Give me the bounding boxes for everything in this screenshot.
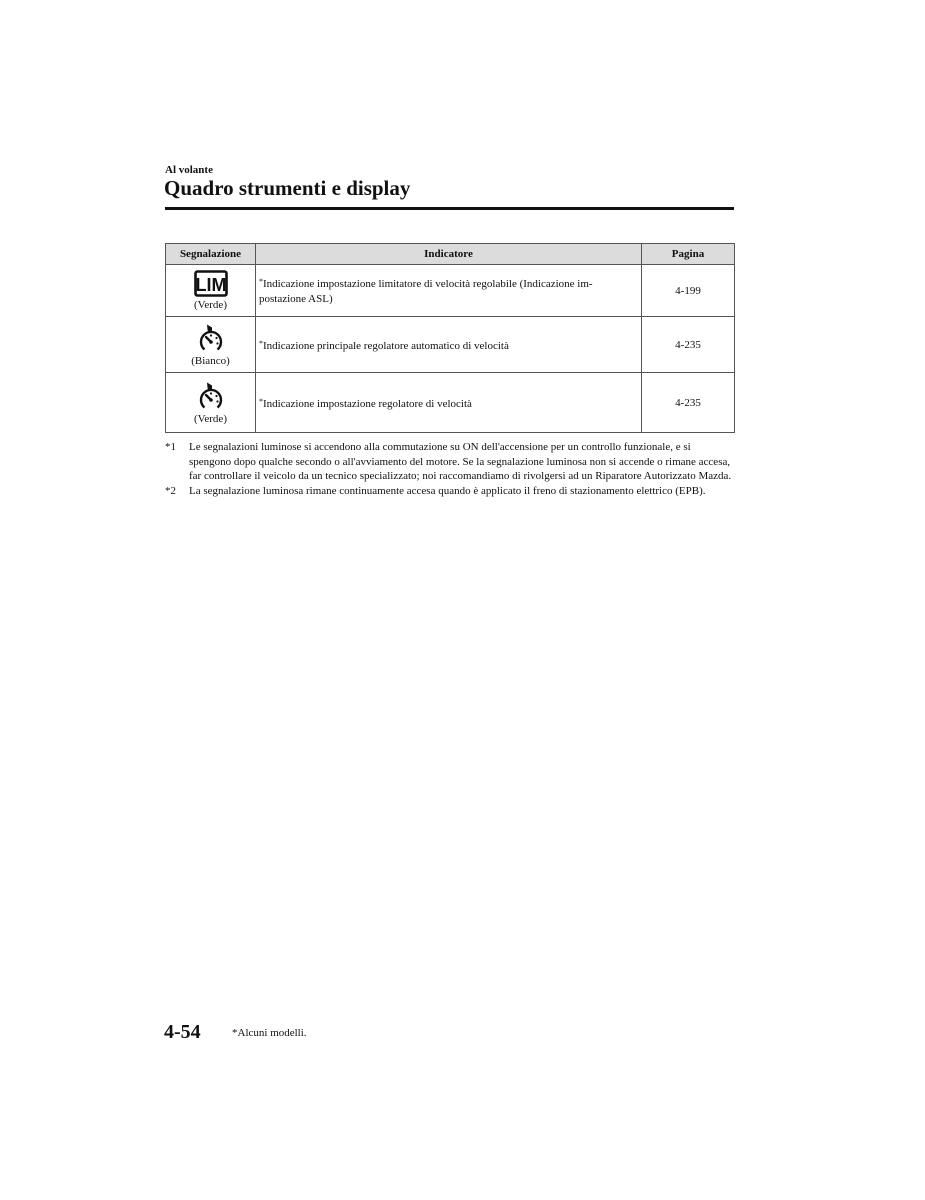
signal-cell xyxy=(166,317,256,373)
section-label: Al volante xyxy=(165,164,213,176)
footnotes xyxy=(165,440,734,498)
footnote-star: * xyxy=(259,338,263,348)
column-header-page: Pagina xyxy=(642,244,735,265)
indicator-text: Indicazione impostazione limitatore di velocità regolabile (Indicazione im- xyxy=(263,278,593,290)
lim-icon xyxy=(194,270,228,297)
indicator-text: Indicazione impostazione regolatore di velocità xyxy=(263,397,472,410)
page-ref: 4-235 xyxy=(642,317,735,373)
signal-color: (Verde) xyxy=(194,412,227,425)
footnote-mark: *1 xyxy=(165,441,176,453)
signal-color: (Verde) xyxy=(194,299,227,311)
signal-cell xyxy=(166,265,256,317)
page-ref: 4-199 xyxy=(642,265,735,317)
footnote-mark: *2 xyxy=(165,484,176,497)
column-header-signal: Segnalazione xyxy=(166,244,256,265)
page-title: Quadro strumenti e display xyxy=(164,176,411,200)
footnote-text: La segnalazione luminosa rimane continuamente accesa quando è applicato il freno di stazionamento elettrico (EPB). xyxy=(189,484,706,497)
column-header-indicator: Indicatore xyxy=(256,244,642,265)
indicator-cell xyxy=(256,373,642,433)
indicator-cell xyxy=(256,265,642,317)
footnote xyxy=(165,440,734,484)
title-rule xyxy=(165,207,734,210)
signal-color: (Bianco) xyxy=(191,354,230,367)
table-row xyxy=(166,317,735,373)
table-row xyxy=(166,373,735,433)
signal-cell xyxy=(166,373,256,433)
page-ref: 4-235 xyxy=(642,373,735,433)
footnote-star: * xyxy=(259,396,263,406)
lim-icon-text: LIM xyxy=(195,275,226,295)
footnote xyxy=(165,484,734,499)
indicator-cell xyxy=(256,317,642,373)
indicator-table xyxy=(165,243,735,433)
cruise-control-icon xyxy=(196,381,226,411)
page-number: 4-54 xyxy=(164,1021,201,1043)
indicator-text-line2: postazione ASL) xyxy=(259,293,333,305)
table-header-row xyxy=(166,244,735,265)
cruise-control-icon xyxy=(196,323,226,353)
footnote-star: * xyxy=(259,277,263,286)
table-row xyxy=(166,265,735,317)
models-note: *Alcuni modelli. xyxy=(232,1027,307,1039)
footnote-text: Le segnalazioni luminose si accendono alla commutazione su ON dell'accensione per un controllo funzionale, e si spengono dopo qualche secondo o all'avviamento del motore. Se la segnalazione luminosa non si accende o rimane accesa, far controllare il veicolo da un tecnico specializzato; noi raccomandiamo di rivolgersi ad un Riparatore Autorizzato Mazda. xyxy=(189,441,732,483)
indicator-text: Indicazione principale regolatore automatico di velocità xyxy=(263,339,509,352)
